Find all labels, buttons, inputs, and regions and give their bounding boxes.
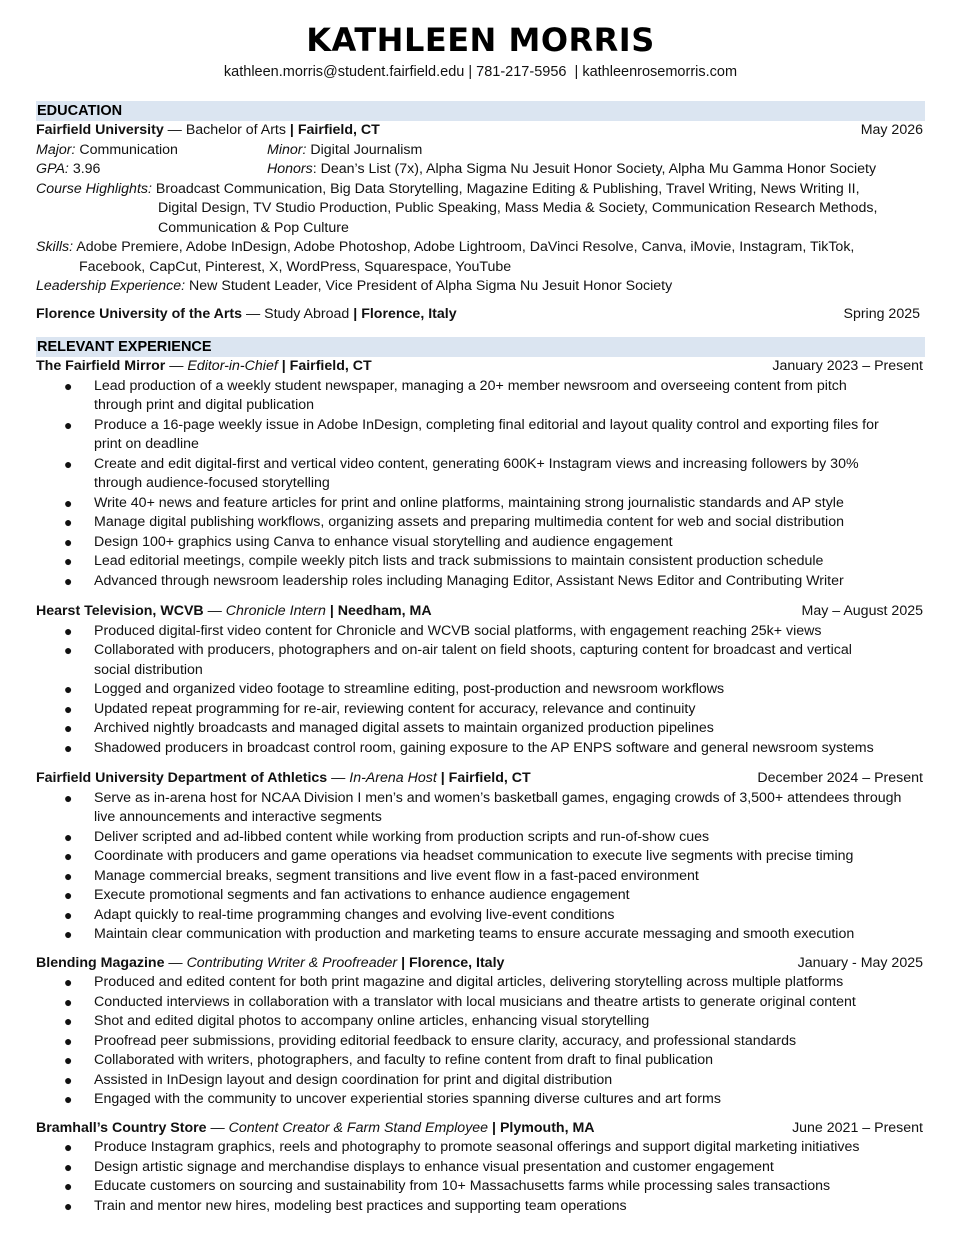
bullet-icon: ●: [64, 906, 73, 923]
job-role: Contributing Writer & Proofreader: [186, 954, 398, 971]
bullet-item: [36, 680, 925, 700]
bullet-item: [36, 1138, 925, 1158]
bullet-text: Serve as in-arena host for NCAA Division I men’s and women’s basketball games, engaging crowds of 3,500+ attendees through: [94, 789, 902, 806]
bullet-text: Produce a 16-page weekly issue in Adobe InDesign, completing final editorial and layout quality control and exporting files for: [94, 416, 879, 433]
job-org: Bramhall’s Country Store: [36, 1119, 207, 1136]
education-heading: EDUCATION: [36, 101, 925, 121]
dash: —: [163, 122, 186, 138]
graduation-date: May 2026: [860, 122, 923, 138]
bullet-text: Assisted in InDesign layout and design coordination for print and digital distribution: [94, 1071, 613, 1088]
bullet-item: [36, 906, 925, 926]
bullet-item: [36, 641, 925, 680]
bullet-text: Coordinate with producers and game operations via headset communication to execute live segments with precise timing: [94, 848, 854, 864]
bullet-item: [36, 739, 925, 759]
bullet-item: [36, 513, 925, 533]
bullet-icon: ●: [64, 887, 73, 903]
job-location: Florence, Italy: [409, 954, 505, 971]
job-location: Plymouth, MA: [499, 1119, 595, 1136]
job-bullets: [36, 789, 925, 945]
leadership-value: New Student Leader, Vice President of Alpha Sigma Nu Jesuit Honor Society: [189, 278, 673, 294]
bullet-text: Design 100+ graphics using Canva to enhance visual storytelling and audience engagement: [94, 533, 673, 550]
job-bullets: [36, 973, 925, 1110]
bullet-icon: ●: [64, 572, 73, 589]
bullet-text: Produced digital-first video content for Chronicle and WCVB social platforms, with engagement reaching 25k+ views: [94, 622, 822, 639]
bullet-item: [36, 622, 925, 642]
bullet-item: [36, 847, 925, 867]
bullet-item: [36, 416, 925, 455]
job-location: Fairfield, CT: [289, 358, 372, 374]
bullet-item: [36, 552, 925, 572]
bullet-text: Conducted interviews in collaboration with a translator with local musicians and theatre artists to generate original content: [94, 993, 856, 1010]
skills-line: Facebook, CapCut, Pinterest, X, WordPress, Squarespace, YouTube: [79, 258, 512, 275]
job-header: Blending Magazine — Contributing Writer & Proofreader | Florence, Italy January - May 2025: [36, 954, 925, 974]
bullet-text: Adapt quickly to real-time programming changes and evolving live-event conditions: [94, 906, 615, 923]
email-link[interactable]: kathleen.morris@student.fairfield.edu: [223, 64, 465, 80]
bullet-icon: ●: [64, 720, 73, 736]
bullet-item: [36, 828, 925, 848]
bullet-text: Engaged with the community to uncover experiential stories spanning diverse cultures and art forms: [94, 1091, 721, 1107]
bullet-item: [36, 867, 925, 887]
bullet-item: [36, 1051, 925, 1071]
job-location: Fairfield, CT: [448, 770, 531, 786]
job-role: Editor-in-Chief: [187, 358, 278, 374]
job-date: January 2023 – Present: [772, 358, 923, 374]
bullet-icon: ●: [64, 642, 73, 658]
job-header: Bramhall’s Country Store — Content Creator & Farm Stand Employee | Plymouth, MA June 2021 – Present: [36, 1119, 925, 1139]
bullet-icon: ●: [64, 867, 73, 884]
bullet-text: through audience-focused storytelling: [94, 475, 330, 491]
bullet-text: Collaborated with producers, photographers and on-air talent on field shoots, capturing content for broadcast and vertical: [94, 642, 852, 658]
phone-number: 781-217-5956: [476, 64, 567, 80]
courses-line: Digital Design, TV Studio Production, Public Speaking, Mass Media & Society, Communication Research Methods,: [158, 200, 878, 216]
bullet-item: [36, 533, 925, 553]
honors-value: Dean’s List (7x), Alpha Sigma Nu Jesuit Honor Society, Alpha Mu Gamma Honor Society: [320, 161, 877, 177]
bullet-icon: ●: [64, 1197, 73, 1214]
bullet-item: [36, 925, 925, 945]
bullet-text: social distribution: [94, 661, 203, 678]
bullet-text: Deliver scripted and ad-libbed content while working from production scripts and run-of-show cues: [94, 828, 710, 845]
bullet-icon: ●: [64, 1052, 73, 1068]
bullet-icon: ●: [64, 416, 73, 433]
bullet-icon: ●: [64, 700, 73, 717]
bullet-item: [36, 494, 925, 514]
bullet-icon: ●: [64, 974, 73, 990]
bullet-icon: ●: [64, 828, 73, 845]
school-location: Fairfield, CT: [297, 122, 380, 138]
leadership-row: [36, 277, 925, 297]
job-org: Blending Magazine: [36, 954, 165, 971]
courses-line: Broadcast Communication, Big Data Storytelling, Magazine Editing & Publishing, Travel Writing, News Writing II,: [155, 180, 860, 197]
bullet-text: Logged and organized video footage to streamline editing, post-production and newsroom workflows: [94, 681, 725, 697]
bullet-item: [36, 572, 925, 592]
gpa-honors-row: GPA: 3.96 Honors: Dean’s List (7x), Alpha Sigma Nu Jesuit Honor Society, Alpha Mu Gamma Honor Society: [36, 161, 877, 177]
bullet-icon: ●: [64, 1091, 73, 1107]
bullet-text: Execute promotional segments and fan activations to enhance audience engagement: [94, 887, 630, 903]
program: Study Abroad: [264, 305, 350, 322]
job-date: December 2024 – Present: [757, 770, 923, 786]
bullet-icon: ●: [64, 1158, 73, 1175]
job-role: In-Arena Host: [349, 770, 437, 786]
bullet-icon: ●: [64, 789, 73, 806]
bullet-text: Updated repeat programming for re-air, reviewing content for accuracy, relevance and continuity: [94, 700, 696, 717]
job-org: Fairfield University Department of Athletics: [36, 770, 328, 786]
experience-list: [36, 357, 925, 1216]
gpa-label: GPA:: [36, 161, 69, 177]
job-bullets: [36, 622, 925, 759]
job-entry: [36, 357, 925, 591]
job-role: Chronicle Intern: [225, 603, 326, 619]
minor-value: Digital Journalism: [310, 141, 423, 158]
bullet-text: Lead production of a weekly student newspaper, managing a 20+ member newsroom and overseeing content from pitch: [94, 377, 847, 394]
job-header: The Fairfield Mirror — Editor-in-Chief | Fairfield, CT January 2023 – Present: [36, 357, 925, 377]
bullet-text: live announcements and interactive segments: [94, 809, 382, 825]
bullet-text: Shot and edited digital photos to accompany online articles, enhancing visual storytelling: [94, 1013, 650, 1029]
bullet-text: through print and digital publication: [94, 397, 315, 413]
bullet-text: Train and mentor new hires, modeling best practices and supporting team operations: [94, 1197, 627, 1214]
course-highlights: [36, 180, 925, 239]
bullet-item: [36, 1090, 925, 1110]
degree: Bachelor of Arts: [185, 122, 286, 138]
fairfield-education-header: Fairfield University — Bachelor of Arts | Fairfield, CT May 2026: [36, 121, 925, 141]
bullet-item: [36, 1071, 925, 1091]
job-org: Hearst Television, WCVB: [36, 603, 204, 619]
bullet-item: [36, 1158, 925, 1178]
gpa-value: 3.96: [72, 161, 101, 177]
major-label: Major:: [36, 141, 76, 158]
job-role: Content Creator & Farm Stand Employee: [228, 1119, 489, 1136]
skills-line: Adobe Premiere, Adobe InDesign, Adobe Photoshop, Adobe Lightroom, DaVinci Resolve, Canva, iMovie, Instagram, TikTok,: [76, 239, 855, 255]
bullet-icon: ●: [64, 553, 73, 569]
resume-content: [36, 101, 925, 1216]
leadership-label: Leadership Experience:: [36, 278, 186, 294]
job-bullets: [36, 1138, 925, 1216]
bullet-text: Advanced through newsroom leadership roles including Managing Editor, Assistant News Editor and Contributing Writer: [94, 572, 844, 589]
bullet-icon: ●: [64, 455, 73, 472]
job-entry: [36, 602, 925, 758]
study-date: Spring 2025: [843, 305, 920, 322]
bullet-icon: ●: [64, 1071, 73, 1088]
bullet-icon: ●: [64, 1032, 73, 1049]
bullet-icon: ●: [64, 681, 73, 697]
bullet-icon: ●: [64, 993, 73, 1010]
bullet-icon: ●: [64, 494, 73, 511]
job-header: Fairfield University Department of Athletics — In-Arena Host | Fairfield, CT December 2024 – Present: [36, 769, 925, 789]
honors-label: Honors: [267, 161, 313, 177]
school-name: Florence University of the Arts: [36, 305, 243, 322]
bullet-icon: ●: [64, 533, 73, 550]
bullet-icon: ●: [64, 848, 73, 864]
bullet-text: Maintain clear communication with production and marketing teams to ensure accurate messaging and smooth execution: [94, 926, 855, 942]
school-name: Fairfield University: [36, 122, 164, 138]
job-entry: [36, 1119, 925, 1217]
bullet-text: Proofread peer submissions, providing editorial feedback to ensure clarity, accuracy, and professional standards: [94, 1032, 797, 1049]
bullet-icon: ●: [64, 1178, 73, 1194]
candidate-name: KATHLEEN MORRIS: [306, 21, 655, 59]
bullet-icon: ●: [64, 514, 73, 530]
bullet-text: Design artistic signage and merchandise displays to enhance visual presentation and customer engagement: [94, 1158, 774, 1175]
bullet-text: Lead editorial meetings, compile weekly pitch lists and track submissions to maintain consistent production schedule: [94, 553, 824, 569]
major-minor-row: [36, 141, 925, 161]
florence-education-header: Florence University of the Arts — Study Abroad | Florence, Italy Spring 2025: [36, 305, 925, 325]
bullet-icon: ●: [64, 926, 73, 942]
bullet-item: [36, 993, 925, 1013]
bullet-item: [36, 973, 925, 993]
bullet-text: Archived nightly broadcasts and managed digital assets to maintain organized production pipelines: [94, 720, 714, 736]
bullet-icon: ●: [64, 739, 73, 756]
major-value: Communication: [79, 141, 178, 158]
bullet-text: Create and edit digital-first and vertical video content, generating 600K+ Instagram views and increasing followers by 30%: [94, 455, 859, 472]
bullet-item: [36, 700, 925, 720]
bullet-text: Produced and edited content for both print magazine and digital articles, delivering storytelling across multiple platforms: [94, 974, 844, 990]
school-location: Florence, Italy: [361, 305, 457, 322]
bullet-icon: ●: [64, 1013, 73, 1029]
job-bullets: [36, 377, 925, 592]
minor-label: Minor:: [267, 141, 307, 158]
job-date: June 2021 – Present: [792, 1119, 923, 1136]
courses-line: Communication & Pop Culture: [158, 219, 349, 236]
job-header: Hearst Television, WCVB — Chronicle Intern | Needham, MA May – August 2025: [36, 602, 925, 622]
bullet-text: Collaborated with writers, photographers, and faculty to refine content from draft to final publication: [94, 1052, 714, 1068]
contact-line: kathleen.morris@student.fairfield.edu | 781-217-5956 | kathleenrosemorris.com: [223, 64, 738, 80]
bullet-icon: ●: [64, 622, 73, 639]
skills: [36, 238, 925, 277]
bullet-icon: ●: [64, 377, 73, 394]
bullet-text: print on deadline: [94, 436, 199, 452]
bullet-text: Shadowed producers in broadcast control room, gaining exposure to the AP ENPS software and general newsroom systems: [94, 739, 874, 756]
bullet-text: Write 40+ news and feature articles for print and online platforms, maintaining strong journalistic standards and AP style: [94, 494, 844, 511]
job-date: May – August 2025: [801, 603, 923, 619]
bullet-icon: ●: [64, 1139, 73, 1155]
bullet-item: [36, 455, 925, 494]
bullet-item: [36, 719, 925, 739]
courses-label: Course Highlights:: [36, 180, 152, 197]
job-org: The Fairfield Mirror: [36, 358, 166, 374]
job-entry: [36, 954, 925, 1110]
bullet-item: [36, 886, 925, 906]
bullet-item: [36, 789, 925, 828]
job-entry: [36, 769, 925, 945]
bullet-text: Manage digital publishing workflows, organizing assets and preparing multimedia content for web and social distribution: [94, 514, 844, 530]
skills-label: Skills:: [36, 239, 74, 255]
bullet-text: Manage commercial breaks, segment transitions and live event flow in a fast-paced environment: [94, 867, 699, 884]
bullet-text: Educate customers on sourcing and sustainability from 10+ Massachusetts farms while processing sales transactions: [94, 1178, 831, 1194]
job-date: January - May 2025: [797, 954, 923, 971]
bullet-item: [36, 1012, 925, 1032]
bullet-item: [36, 377, 925, 416]
website-link[interactable]: kathleenrosemorris.com: [582, 64, 738, 80]
bullet-text: Produce Instagram graphics, reels and photography to promote seasonal offerings and support digital marketing initiatives: [94, 1139, 860, 1155]
experience-heading: RELEVANT EXPERIENCE: [36, 337, 925, 357]
job-location: Needham, MA: [337, 603, 432, 619]
bullet-item: [36, 1177, 925, 1197]
bullet-item: [36, 1032, 925, 1052]
bullet-item: [36, 1197, 925, 1217]
